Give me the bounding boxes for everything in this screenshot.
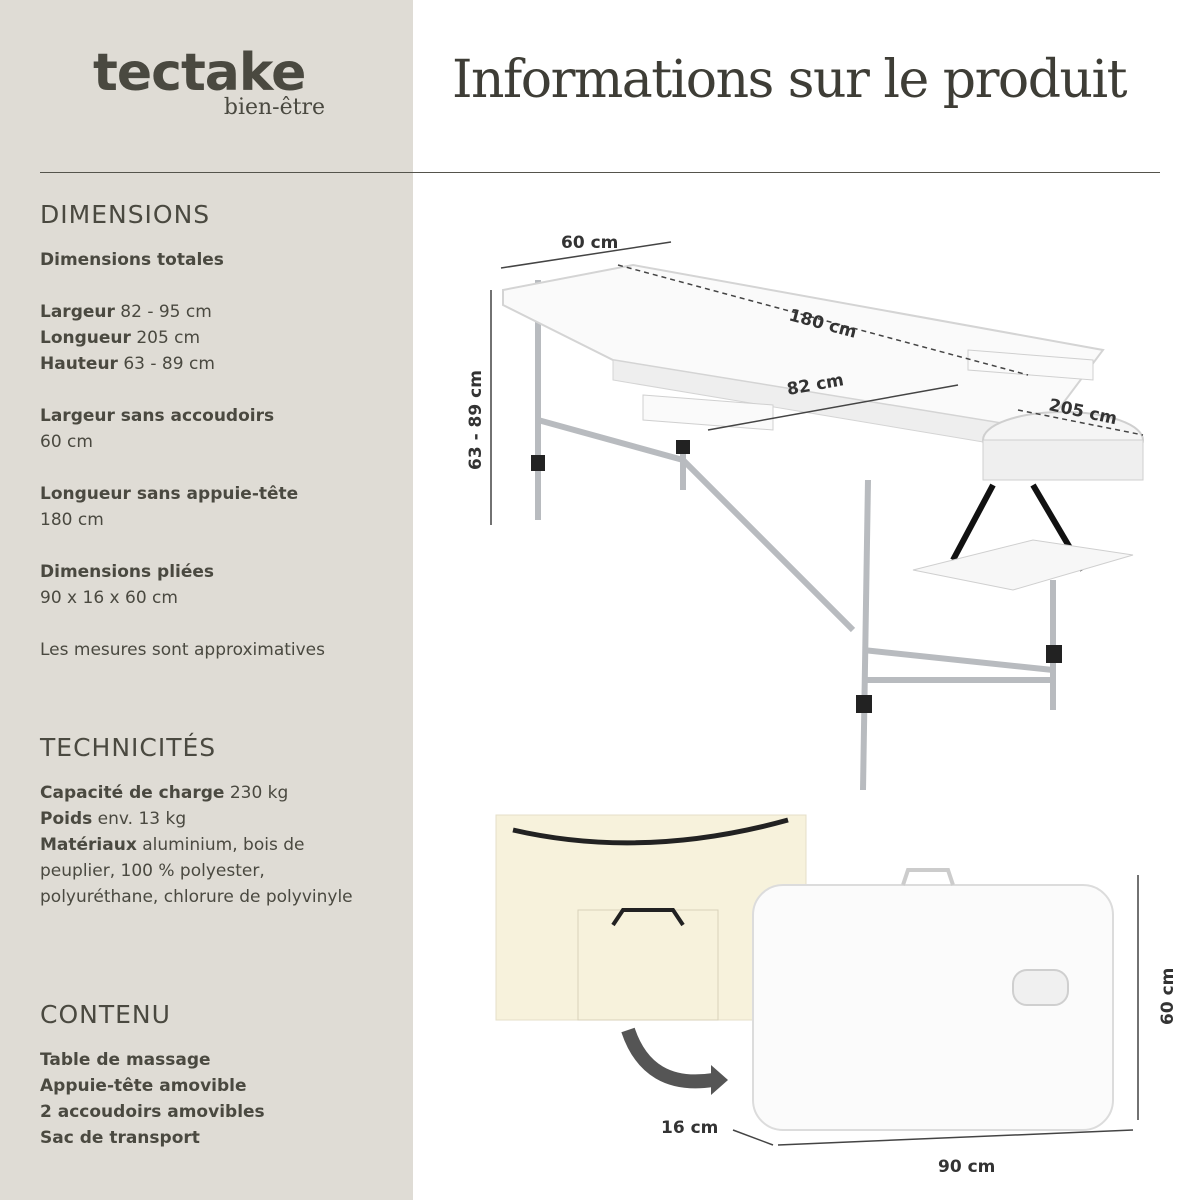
- width-value: 82 - 95 cm: [120, 302, 212, 322]
- dim-folded-length: 90 cm: [938, 1157, 996, 1177]
- technical-section: [40, 733, 400, 910]
- dim-total-length: 205 cm: [1046, 395, 1119, 430]
- dim-length: 180 cm: [786, 305, 859, 343]
- folded-table: [753, 885, 1113, 1130]
- height-value: 63 - 89 cm: [123, 354, 215, 374]
- folded-value: 90 x 16 x 60 cm: [40, 588, 178, 608]
- measurement-note: Les mesures sont approximatives: [40, 640, 325, 660]
- dim-arm-width: 82 cm: [785, 370, 846, 400]
- weight-label: Poids: [40, 809, 93, 829]
- width-no-armrests-label: Largeur sans accoudoirs: [40, 406, 275, 426]
- arrow-icon: [628, 1030, 713, 1081]
- divider: [40, 172, 1160, 173]
- folded-label: Dimensions pliées: [40, 562, 215, 582]
- content-item: 2 accoudoirs amovibles: [40, 1102, 265, 1122]
- capacity-label: Capacité de charge: [40, 783, 225, 803]
- face-hole: [1013, 970, 1068, 1005]
- content-item: Appuie-tête amovible: [40, 1076, 247, 1096]
- length-no-headrest-label: Longueur sans appuie-tête: [40, 484, 299, 504]
- content-item: Sac de transport: [40, 1128, 200, 1148]
- dim-folded-height: 60 cm: [1158, 967, 1178, 1025]
- footrest-shelf: [913, 540, 1133, 590]
- brand-logo: [93, 45, 325, 120]
- dim-height: 63 - 89 cm: [466, 370, 486, 470]
- length-value: 205 cm: [136, 328, 201, 348]
- materials-label: Matériaux: [40, 835, 137, 855]
- width-no-armrests-value: 60 cm: [40, 432, 93, 452]
- weight-value: env. 13 kg: [97, 809, 187, 829]
- technical-heading: TECHNICITÉS: [40, 733, 217, 762]
- table-handle: [903, 870, 953, 885]
- folded-diagram: [413, 800, 1200, 1200]
- width-label: Largeur: [40, 302, 115, 322]
- materials-value: aluminium, bois de peuplier, 100 % polyester, polyuréthane, chlorure de polyvinyle: [40, 835, 353, 907]
- dimensions-section: [40, 200, 400, 663]
- arrow-head-icon: [711, 1065, 728, 1095]
- brand-name: tectake: [93, 43, 306, 103]
- length-no-headrest-value: 180 cm: [40, 510, 104, 530]
- capacity-value: 230 kg: [229, 783, 289, 803]
- brand-subline: bien-être: [223, 95, 325, 120]
- contents-section: [40, 1000, 400, 1151]
- headrest-side: [983, 440, 1143, 480]
- dim-width: 60 cm: [561, 233, 619, 253]
- page-title: Informations sur le produit: [452, 50, 1127, 110]
- content-item: Table de massage: [40, 1050, 211, 1070]
- massage-table-diagram: [413, 180, 1200, 820]
- total-label: Dimensions totales: [40, 250, 224, 270]
- contents-heading: CONTENU: [40, 1000, 171, 1029]
- length-label: Longueur: [40, 328, 131, 348]
- dim-folded-depth: 16 cm: [661, 1118, 719, 1138]
- dimensions-heading: DIMENSIONS: [40, 200, 211, 229]
- height-label: Hauteur: [40, 354, 118, 374]
